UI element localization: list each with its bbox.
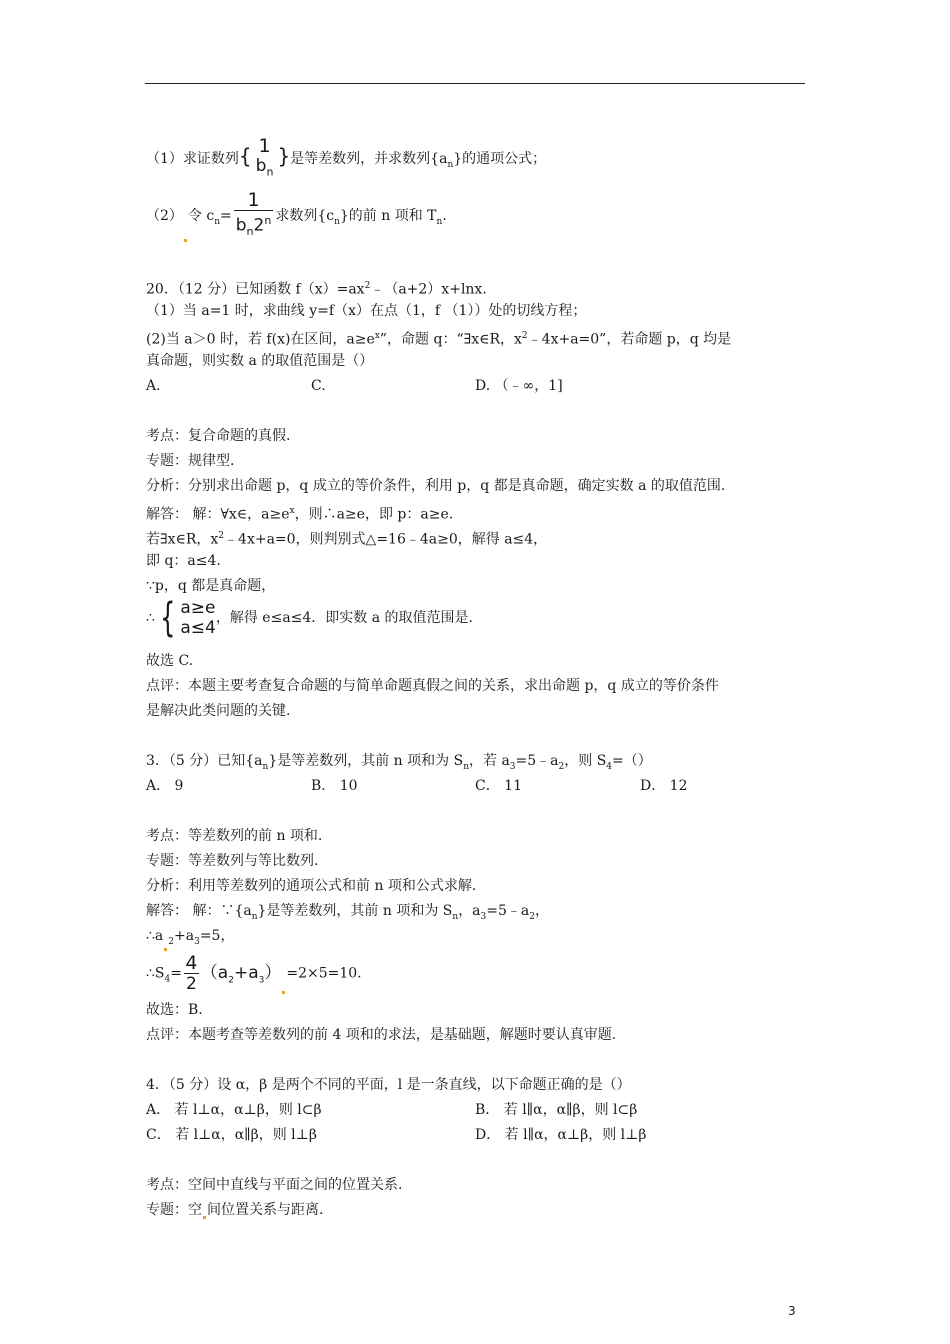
fraction-cn: $\frac{1}{b_n2^n}$	[234, 190, 274, 242]
q4-kaodian: 考点：空间中直线与平面之间的位置关系.	[146, 1177, 403, 1193]
q20-title: 20．（12 分）已知函数 $f(x)=ax^2﹣(a+2)x+\ln x$.	[146, 281, 487, 298]
q3-option-b: B． 10	[311, 778, 358, 794]
q3-jieda: 解答： 解：$\because\{a_n\}$是等差数列，其前 n 项和为 $S_n$，$a_3=5﹣a_2$，	[146, 903, 549, 922]
equation-system: { a≥e a≤4	[160, 595, 216, 641]
q3-fenxi: 分析：利用等差数列的通项公式和前 n 项和公式求解.	[146, 878, 477, 894]
q20-solution-line: 即 q：a≤4.	[146, 553, 221, 569]
q20-jieda: 解答： 解：∀x∈，$a\ge e^x$，则∴a≥e，即 p：a≥e.	[146, 506, 454, 523]
fraction-1-over-bn: 1 $b_n$	[255, 135, 274, 179]
mark-dot	[164, 948, 167, 951]
q20-option-c: C.	[311, 378, 326, 394]
fraction-4-over-2: $\frac{4}{2}$	[185, 952, 198, 994]
mark-dot	[184, 239, 187, 242]
q4-option-d: D． 若 l∥α，α⊥β，则 l⊥β	[475, 1127, 647, 1143]
q20-line3: (2)当 a＞0 时，若 f(x)在区间，$a\ge e^x$”，命题 q：“∃x∈R，$x^2﹣4x+a=0$”，若命题 p，q 均是	[146, 331, 732, 348]
q3-sum-formula: $\therefore S_4=$ $\frac{4}{2}$ $(a_2+a_3) =2\times 5=10$.	[146, 952, 362, 994]
q20-solution-line: ∵p，q 都是真命题，	[146, 578, 276, 594]
q20-option-d: D. （﹣∞，1]	[475, 378, 563, 394]
q19-part2: （2） 令 $c_n=$ $\frac{1}{b_n2^n}$ 求数列$\{c_n\}$的前 n 项和 $T_n$.	[146, 190, 447, 242]
q19-part1: （1）求证数列{ 1 $b_n$ }是等差数列，并求数列$\{a_n\}$的通项公式；	[146, 136, 546, 182]
q3-zhuanti: 专题：等差数列与等比数列.	[146, 853, 319, 869]
mark-dot	[282, 991, 285, 994]
q20-system-line: ∴ { a≥e a≤4 ，解得 e≤a≤4．即实数 a 的取值范围是.	[146, 595, 474, 641]
q4-title: 4．（5 分）设 α，β 是两个不同的平面，l 是一条直线，以下命题正确的是（）	[146, 1077, 631, 1093]
q3-title: 3．（5 分）已知$\{a_n\}$是等差数列，其前 n 项和为 $S_n$，若 $a_3=5﹣a_2$，则 $S_4=()$	[146, 753, 652, 772]
q3-option-a: A． 9	[146, 778, 184, 794]
q20-kaodian: 考点：复合命题的真假.	[146, 428, 291, 444]
header-rule	[145, 83, 805, 84]
q4-option-c: C． 若 l⊥α，α∥β，则 l⊥β	[146, 1127, 317, 1143]
q3-solution-line: ∴a $_2+a_3=5$，	[146, 927, 234, 951]
q20-option-a: A.	[146, 378, 161, 394]
q3-answer: 故选：B.	[146, 1002, 203, 1018]
q20-comment: 是解决此类问题的关键.	[146, 703, 291, 719]
q20-line4: 真命题，则实数 a 的取值范围是（）	[146, 353, 374, 369]
q3-comment: 点评：本题考查等差数列的前 4 项和的求法，是基础题，解题时要认真审题.	[146, 1027, 617, 1043]
q20-solution-line: 若∃x∈R，$x^2﹣4x+a=0$，则判别式△=16﹣4a≥0，解得 a≤4，	[146, 531, 548, 548]
q20-comment: 点评：本题主要考查复合命题的与简单命题真假之间的关系，求出命题 p，q 成立的等价条件	[146, 678, 719, 694]
q3-option-c: C． 11	[475, 778, 522, 794]
q20-fenxi: 分析：分别求出命题 p，q 成立的等价条件，利用 p，q 都是真命题，确定实数 a 的取值范围.	[146, 478, 726, 494]
q4-zhuanti: 专题：空 间位置关系与距离.	[146, 1202, 324, 1218]
mark-dot	[203, 1216, 206, 1219]
q3-kaodian: 考点：等差数列的前 n 项和.	[146, 828, 323, 844]
q4-option-a: A． 若 l⊥α，α⊥β，则 l⊂β	[146, 1102, 322, 1118]
q20-answer: 故选 C.	[146, 653, 194, 669]
q20-line2: （1）当 a=1 时，求曲线 y=f（x）在点（1，f （1））处的切线方程；	[146, 303, 587, 319]
q20-zhuanti: 专题：规律型.	[146, 453, 235, 469]
page-number: 3	[788, 1304, 796, 1318]
q3-option-d: D． 12	[640, 778, 688, 794]
q4-option-b: B． 若 l∥α，α∥β，则 l⊂β	[475, 1102, 638, 1118]
